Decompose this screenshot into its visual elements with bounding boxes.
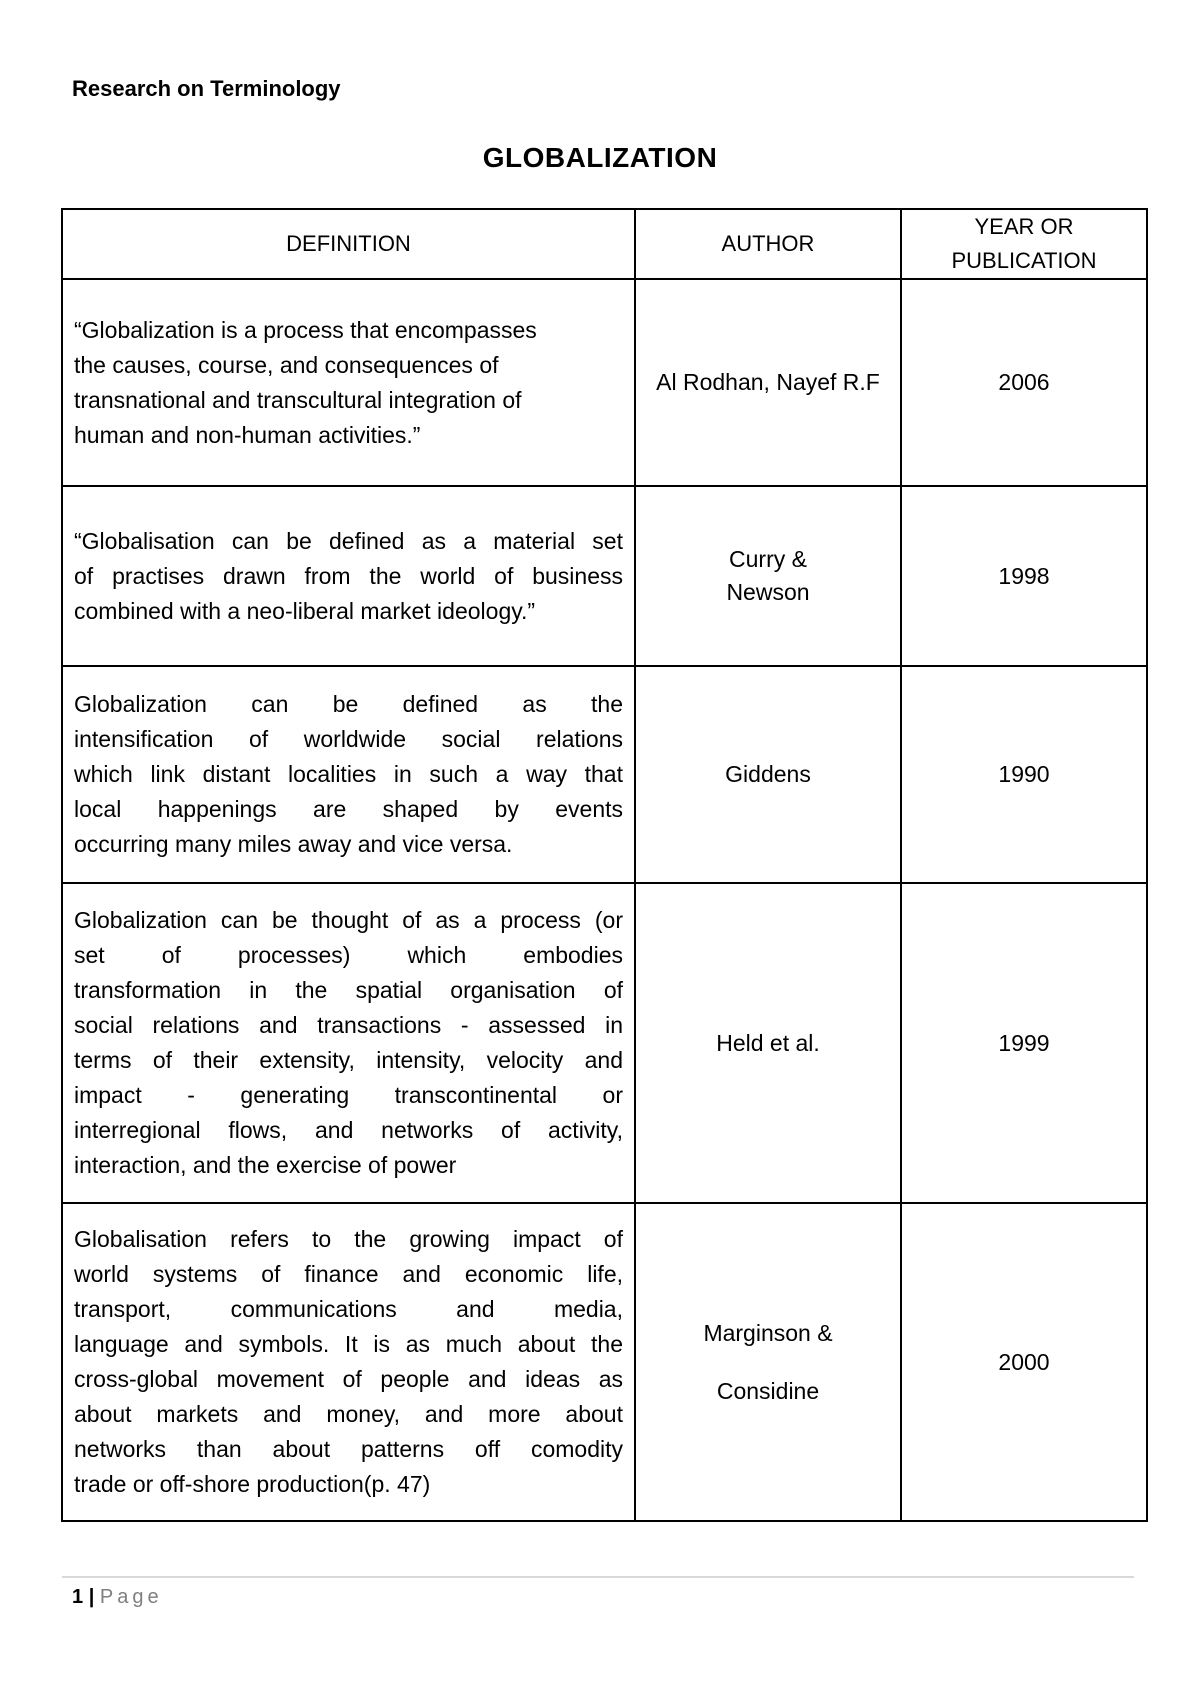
- definition-line: impact - generating transcontinental or: [74, 1082, 623, 1108]
- definition-line: Globalization can be thought of as a process (or: [74, 907, 623, 933]
- definition-cell: [62, 1203, 635, 1521]
- footer-separator: |: [88, 1586, 95, 1608]
- definition-line: combined with a neo-liberal market ideology.”: [74, 597, 536, 624]
- definition-line: intensification of worldwide social relations: [74, 726, 623, 752]
- definition-line: which link distant localities in such a way that: [74, 761, 623, 787]
- author-cell: [635, 279, 901, 486]
- author-line: Al Rodhan, Nayef R.F: [656, 369, 880, 395]
- column-header-definition: DEFINITION: [62, 209, 635, 279]
- definition-line: language and symbols. It is as much about the: [74, 1331, 623, 1357]
- definition-line: set of processes) which embodies: [74, 942, 623, 968]
- table-header-row: [62, 209, 1147, 279]
- definition-line: “Globalization is a process that encompasses: [74, 316, 537, 343]
- author-line: Marginson &: [703, 1320, 833, 1346]
- document-heading: Research on Terminology: [72, 76, 341, 101]
- column-header-year-line: YEAR OR: [974, 214, 1074, 239]
- definition-line: Globalization can be defined as the: [74, 691, 623, 717]
- table-row: [62, 883, 1147, 1203]
- table-row: [62, 279, 1147, 486]
- definition-line: human and non-human activities.”: [74, 421, 421, 448]
- author-line: Newson: [726, 579, 810, 605]
- definition-line: Globalisation refers to the growing impact of: [74, 1226, 623, 1252]
- definition-line: of practises drawn from the world of business: [74, 562, 623, 589]
- page-title: GLOBALIZATION: [482, 142, 718, 173]
- author-line: Held et al.: [716, 1029, 820, 1056]
- year-cell: 2006: [901, 279, 1147, 486]
- table-row: [62, 486, 1147, 666]
- page-number: 1: [72, 1586, 84, 1608]
- table-row: [62, 666, 1147, 883]
- column-header-author: AUTHOR: [635, 209, 901, 279]
- definition-line: networks than about patterns off comodity: [74, 1436, 623, 1462]
- author-cell: [635, 883, 901, 1203]
- column-header-year: [901, 209, 1147, 279]
- definition-line: transport, communications and media,: [74, 1296, 623, 1322]
- definition-line: local happenings are shaped by events: [74, 796, 623, 822]
- year-cell: 1998: [901, 486, 1147, 666]
- definition-line: interregional flows, and networks of activity,: [74, 1117, 623, 1143]
- definition-line: interaction, and the exercise of power: [74, 1152, 457, 1178]
- definition-cell: [62, 486, 635, 666]
- definition-cell: [62, 883, 635, 1203]
- definition-line: cross-global movement of people and ideas as: [74, 1366, 623, 1392]
- definition-line: trade or off-shore production(p. 47): [74, 1471, 431, 1497]
- definition-cell: [62, 279, 635, 486]
- table-row: [62, 1203, 1147, 1521]
- definitions-table: [61, 208, 1148, 1522]
- author-line: Considine: [716, 1378, 820, 1404]
- page-label: Page: [99, 1586, 163, 1608]
- author-line: Curry &: [729, 546, 807, 572]
- year-cell: 2000: [901, 1203, 1147, 1521]
- author-cell: [635, 1203, 901, 1521]
- definition-line: transformation in the spatial organisation of: [74, 977, 623, 1003]
- definition-line: the causes, course, and consequences of: [74, 351, 499, 378]
- year-cell: 1999: [901, 883, 1147, 1203]
- author-cell: [635, 486, 901, 666]
- year-cell: 1990: [901, 666, 1147, 883]
- author-line: Giddens: [725, 761, 811, 787]
- page-footer: [72, 1586, 163, 1609]
- definition-line: world systems of finance and economic life,: [74, 1261, 623, 1287]
- column-header-year-line: PUBLICATION: [951, 248, 1097, 273]
- definition-line: about markets and money, and more about: [74, 1401, 623, 1427]
- definition-line: occurring many miles away and vice versa.: [74, 831, 513, 857]
- definition-cell: [62, 666, 635, 883]
- definition-line: transnational and transcultural integration of: [74, 386, 522, 413]
- definition-line: social relations and transactions - assessed in: [74, 1012, 623, 1038]
- author-cell: [635, 666, 901, 883]
- definition-line: terms of their extensity, intensity, velocity and: [74, 1047, 623, 1073]
- definition-line: “Globalisation can be defined as a material set: [74, 527, 623, 554]
- footer-divider: [62, 1576, 1134, 1578]
